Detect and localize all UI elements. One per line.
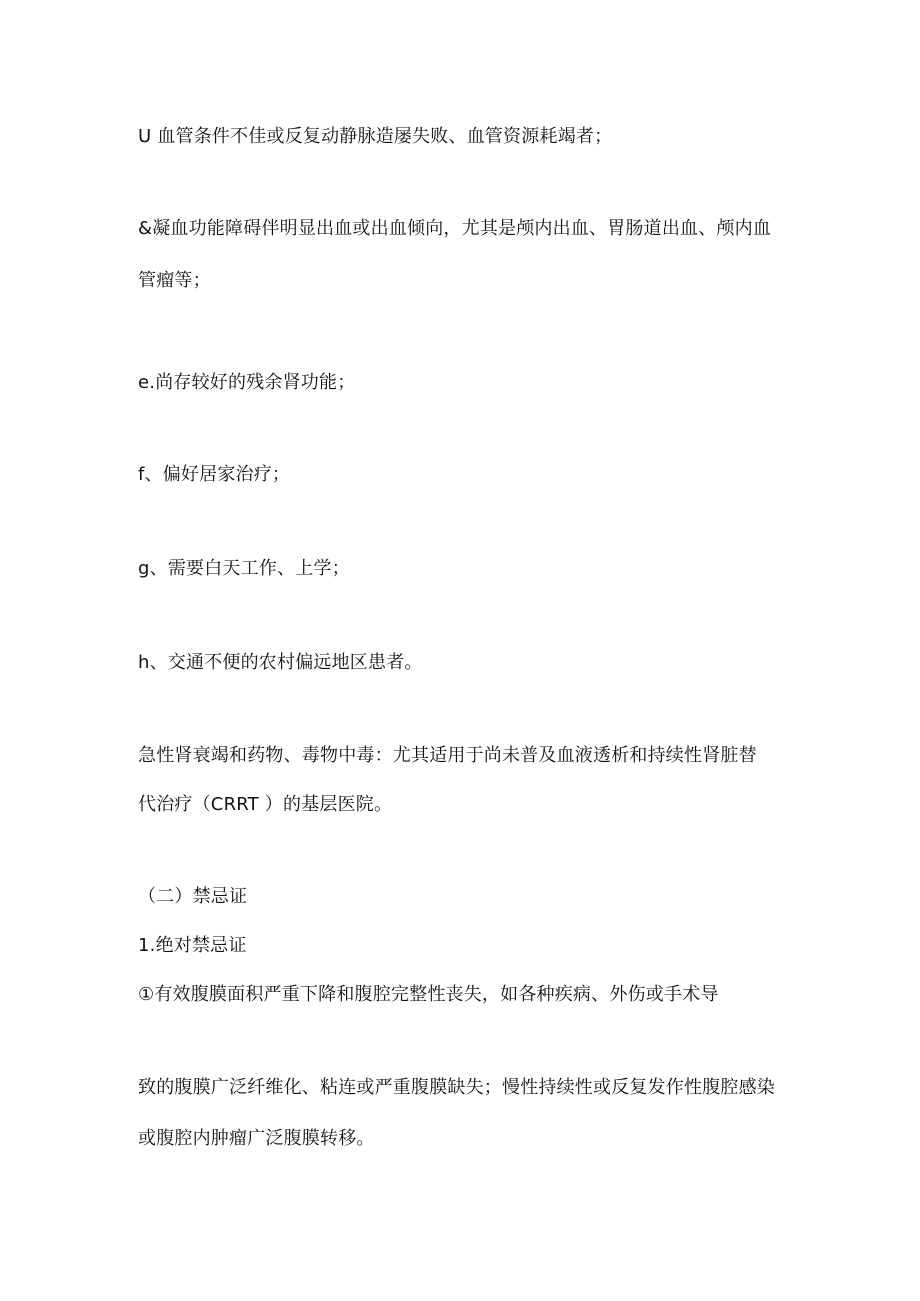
text-line-indication-work: g、需要白天工作、上学； bbox=[138, 558, 350, 579]
text-line-indication-rural: h、交通不便的农村偏远地区患者。 bbox=[138, 652, 423, 673]
text-line-acute-renal-failure: 急性肾衰竭和药物、毒物中毒：尤其适用于尚未普及血液透析和持续性肾脏替 bbox=[138, 745, 757, 766]
text-line-indication-coagulation: &凝血功能障碍伴明显出血或出血倾向，尤其是颅内出血、胃肠道出血、颅内血 bbox=[138, 218, 772, 239]
subheading-absolute-contraindications: 1.绝对禁忌证 bbox=[138, 935, 247, 956]
text-line-indication-renal: e.尚存较好的残余肾功能； bbox=[138, 372, 356, 393]
text-line-indication-vascular: U 血管条件不佳或反复动静脉造屡失败、血管资源耗竭者； bbox=[138, 126, 613, 147]
text-line-contraindication-1-cont: 致的腹膜广泛纤维化、粘连或严重腹膜缺失；慢性持续性或反复发作性腹腔感染 bbox=[138, 1077, 775, 1098]
text-line-acute-renal-failure-cont: 代治疗（CRRT ）的基层医院。 bbox=[138, 794, 393, 815]
text-line-contraindication-1-end: 或腹腔内肿瘤广泛腹膜转移。 bbox=[138, 1128, 375, 1149]
text-line-indication-home: f、偏好居家治疗； bbox=[138, 464, 291, 485]
text-line-indication-coagulation-cont: 管瘤等； bbox=[138, 270, 211, 291]
text-line-contraindication-1: ①有效腹膜面积严重下降和腹腔完整性丧失，如各种疾病、外伤或手术导 bbox=[138, 984, 719, 1005]
section-heading-contraindications: （二）禁忌证 bbox=[138, 886, 248, 907]
